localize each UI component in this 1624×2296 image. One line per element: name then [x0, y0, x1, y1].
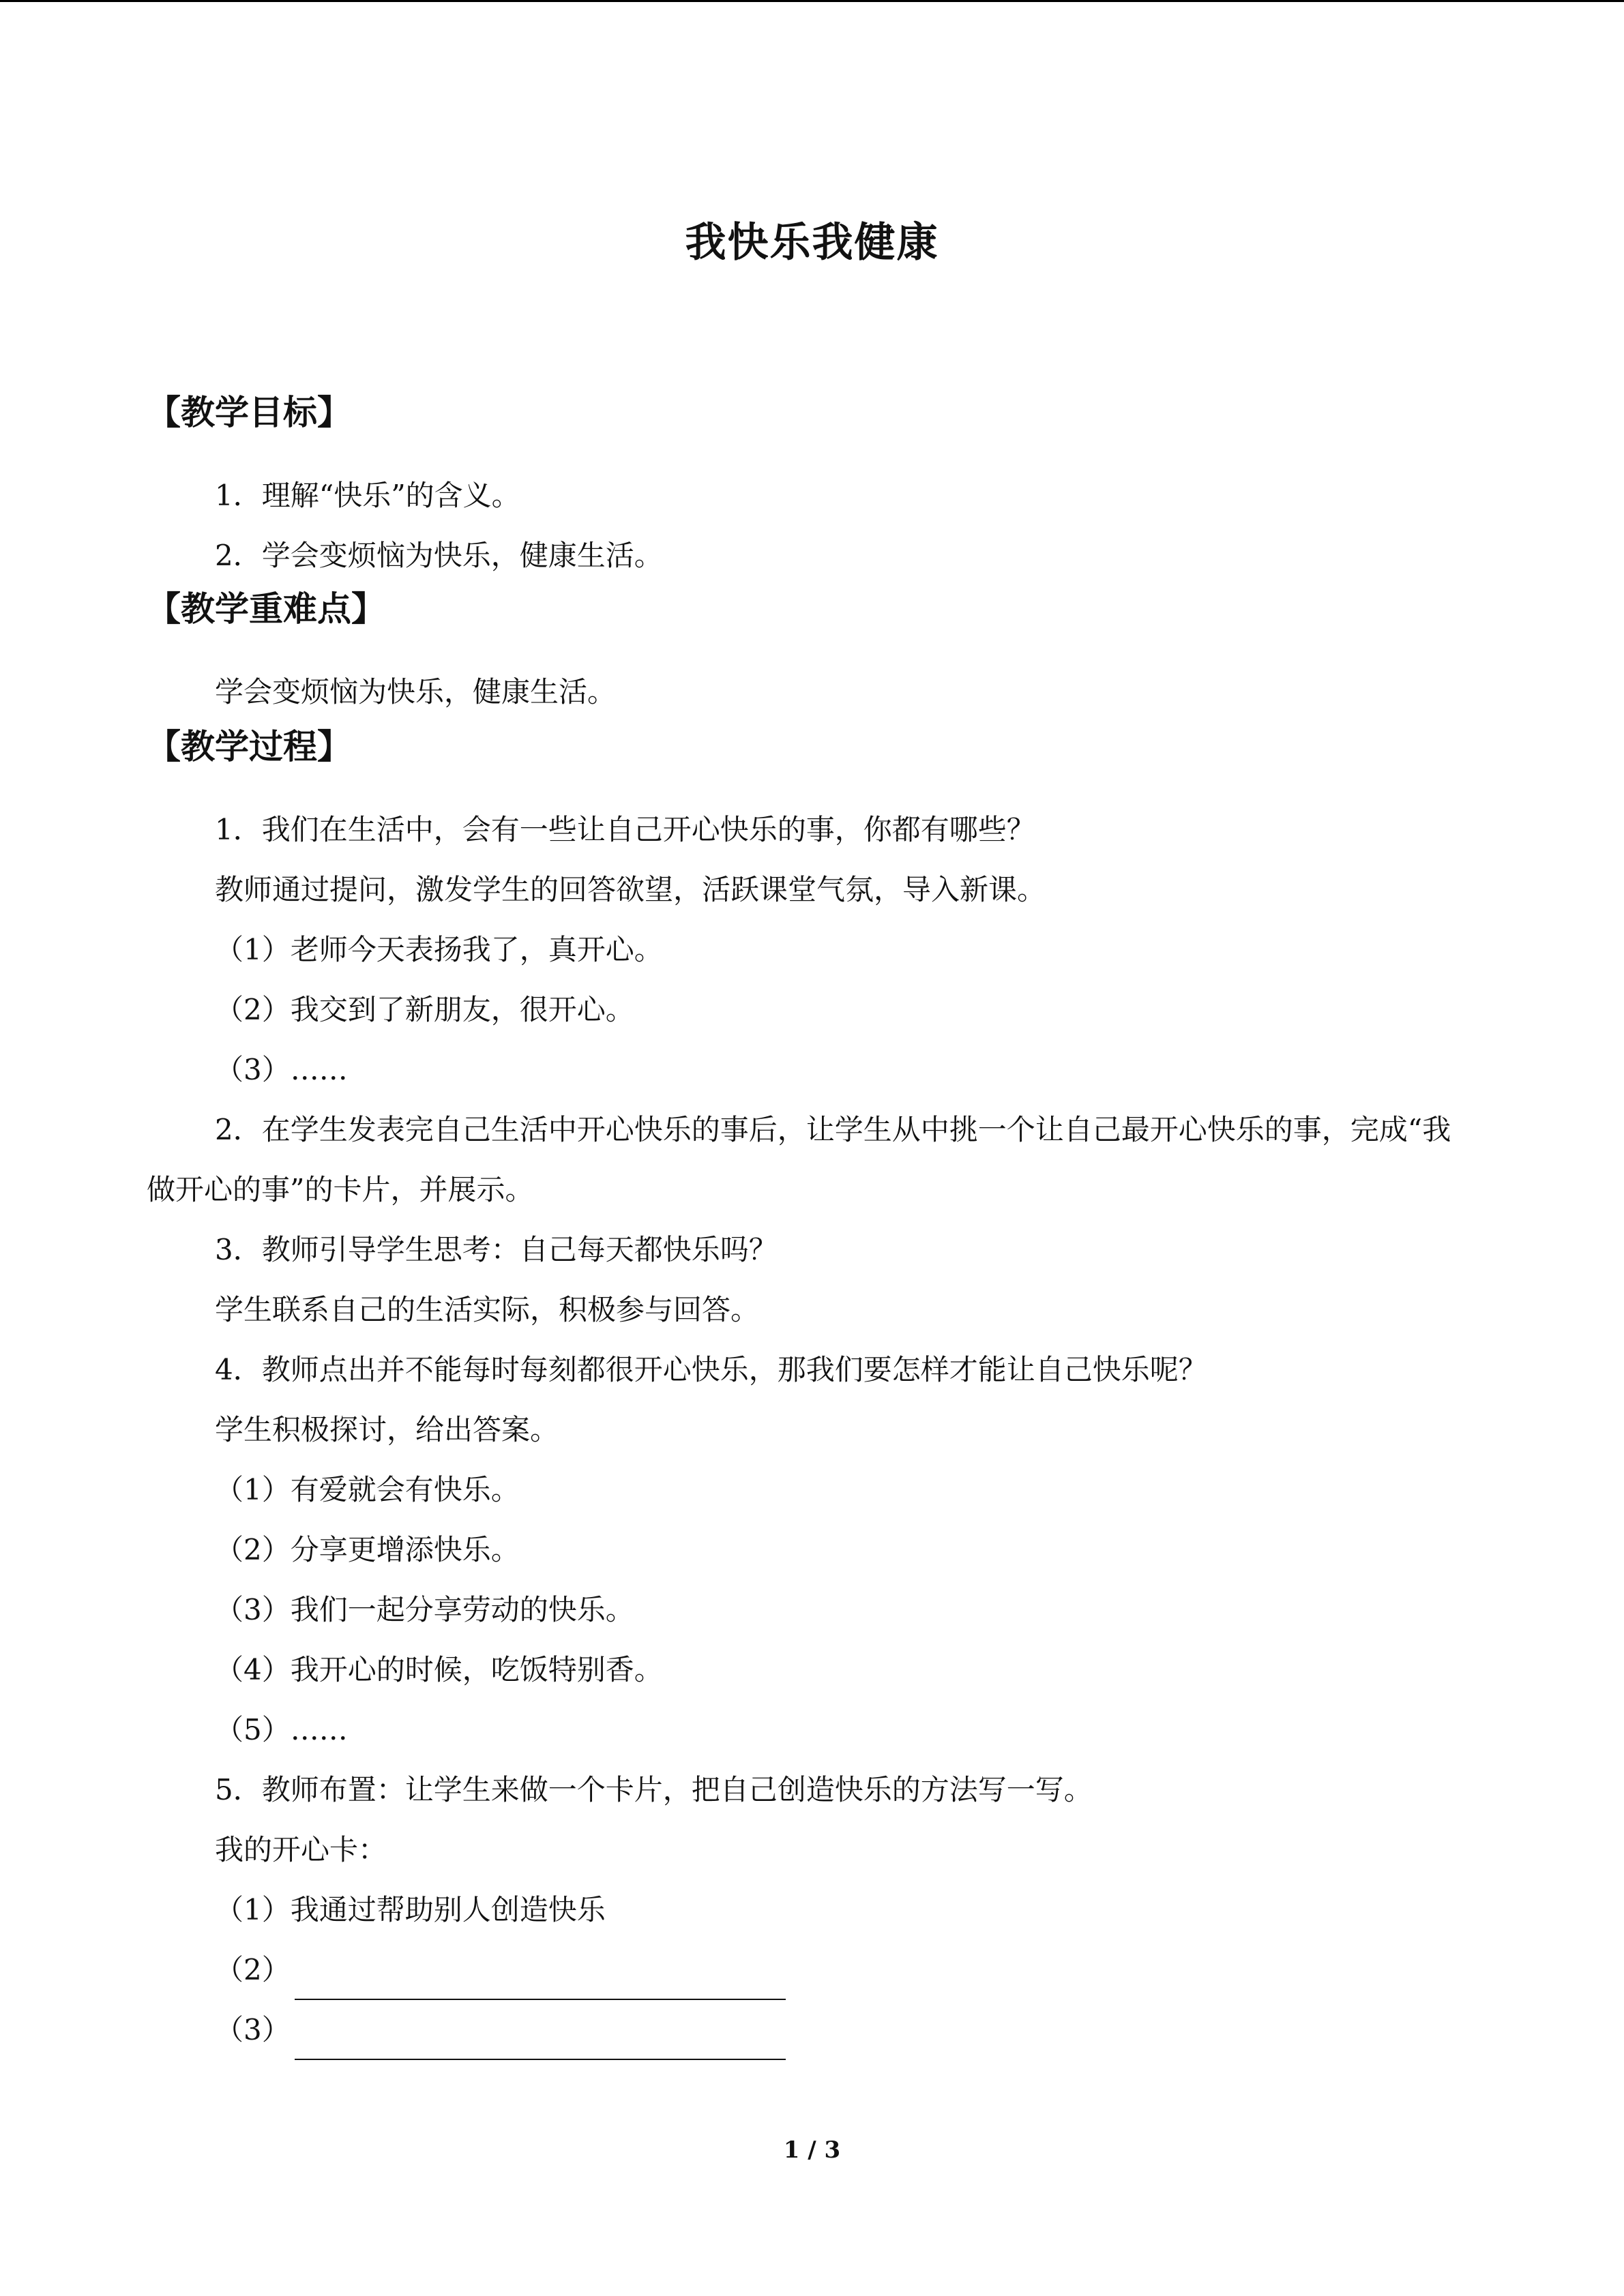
process-step: 4．教师点出并不能每时每刻都很开心快乐，那我们要怎样才能让自己快乐呢？ — [215, 1353, 1207, 1386]
fill-in-blank-line — [295, 1963, 786, 2000]
process-example: （5）…… — [215, 1713, 348, 1746]
process-example: （2）分享更增添快乐。 — [215, 1533, 520, 1566]
happy-card-blank-item — [147, 2000, 1477, 2060]
happy-card-item: （1）我通过帮助别人创造快乐 — [215, 1893, 606, 1926]
key-point-text: 学会变烦恼为快乐，健康生活。 — [215, 675, 617, 709]
process-example: （1）有爱就会有快乐。 — [215, 1473, 520, 1506]
process-example: （3）…… — [215, 1053, 348, 1086]
process-note: 学生积极探讨，给出答案。 — [215, 1413, 559, 1446]
fill-in-blank-line — [295, 2023, 786, 2060]
process-step: 1．我们在生活中，会有一些让自己开心快乐的事，你都有哪些？ — [215, 813, 1035, 846]
process-step: 2．在学生发表完自己生活中开心快乐的事后，让学生从中挑一个让自己最开心快乐的事，完成“我做开心的事”的卡片，并展示。 — [147, 1113, 1451, 1206]
happy-card-blank-label: （2） — [215, 1953, 291, 1986]
process-note: 我的开心卡： — [215, 1833, 387, 1866]
section-heading-process: 【教学过程】 — [147, 726, 351, 766]
process-example: （3）我们一起分享劳动的快乐。 — [215, 1593, 634, 1626]
document-title: 我快乐我健康 — [685, 219, 939, 267]
process-example: （2）我交到了新朋友，很开心。 — [215, 993, 634, 1026]
process-step: 5．教师布置：让学生来做一个卡片，把自己创造快乐的方法写一写。 — [215, 1773, 1093, 1806]
section-heading-goals: 【教学目标】 — [147, 392, 351, 432]
process-note: 学生联系自己的生活实际，积极参与回答。 — [215, 1293, 760, 1326]
page-number: 1 / 3 — [783, 2136, 841, 2164]
goal-item: 2．学会变烦恼为快乐，健康生活。 — [215, 539, 663, 572]
process-example: （4）我开心的时候，吃饭特别香。 — [215, 1653, 663, 1686]
process-note: 教师通过提问，激发学生的回答欲望，活跃课堂气氛，导入新课。 — [215, 873, 1046, 906]
goal-item: 1．理解“快乐”的含义。 — [215, 479, 520, 512]
section-heading-key-points: 【教学重难点】 — [147, 588, 385, 629]
process-example: （1）老师今天表扬我了，真开心。 — [215, 933, 663, 966]
happy-card-blank-label: （3） — [215, 2013, 291, 2046]
document-body — [147, 384, 1477, 2060]
process-step: 3．教师引导学生思考：自己每天都快乐吗？ — [215, 1233, 778, 1266]
happy-card-blank-item — [147, 1940, 1477, 2000]
